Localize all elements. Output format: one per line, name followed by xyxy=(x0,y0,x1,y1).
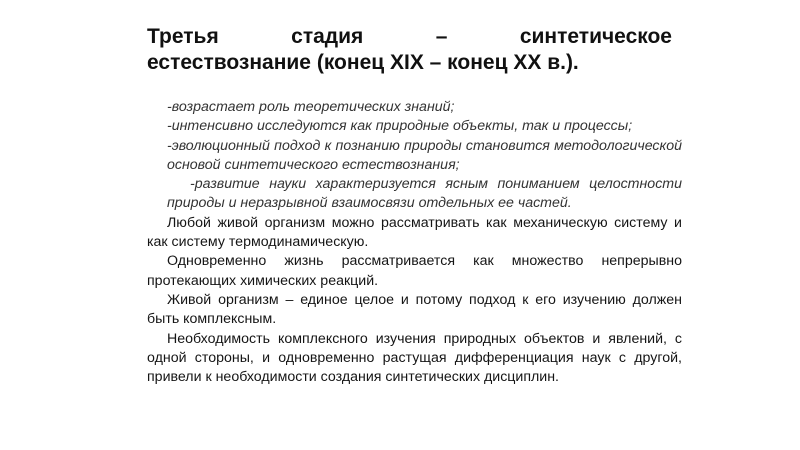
bullet-item: -возрастает роль теоретических знаний; xyxy=(167,99,455,115)
title-line-2: естествознание (конец XIX – конец XX в.). xyxy=(147,51,579,74)
bullet-item: -эволюционный подход к познанию природы становится методологической основой синтетического естествознания; xyxy=(167,137,682,173)
bullet-item: -развитие науки характеризуется ясным пониманием целостности природы и неразрывной взаимосвязи отдельных ее частей. xyxy=(167,176,682,212)
body-paragraph: Одновременно жизнь рассматривается как множество непрерывно протекающих химических реакций. xyxy=(147,253,682,289)
slide-body xyxy=(147,98,682,387)
bullet-list xyxy=(167,98,682,214)
body-paragraph: Живой организм – единое целое и потому подход к его изучению должен быть комплексным. xyxy=(147,291,682,328)
slide-title xyxy=(147,24,672,76)
paragraph-list xyxy=(147,214,682,388)
body-paragraph: Необходимость комплексного изучения природных объектов и явлений, с одной стороны, и одновременно растущая дифференциация наук с другой, привели к необходимости создания синтетических дисциплин. xyxy=(147,330,682,386)
bullet-item: -интенсивно исследуются как природные объекты, так и процессы; xyxy=(167,118,633,135)
title-line-1: Третья стадия – синтетическое xyxy=(147,25,672,48)
body-paragraph: Любой живой организм можно рассматривать как механическую систему и как систему термодинамическую. xyxy=(147,214,682,251)
